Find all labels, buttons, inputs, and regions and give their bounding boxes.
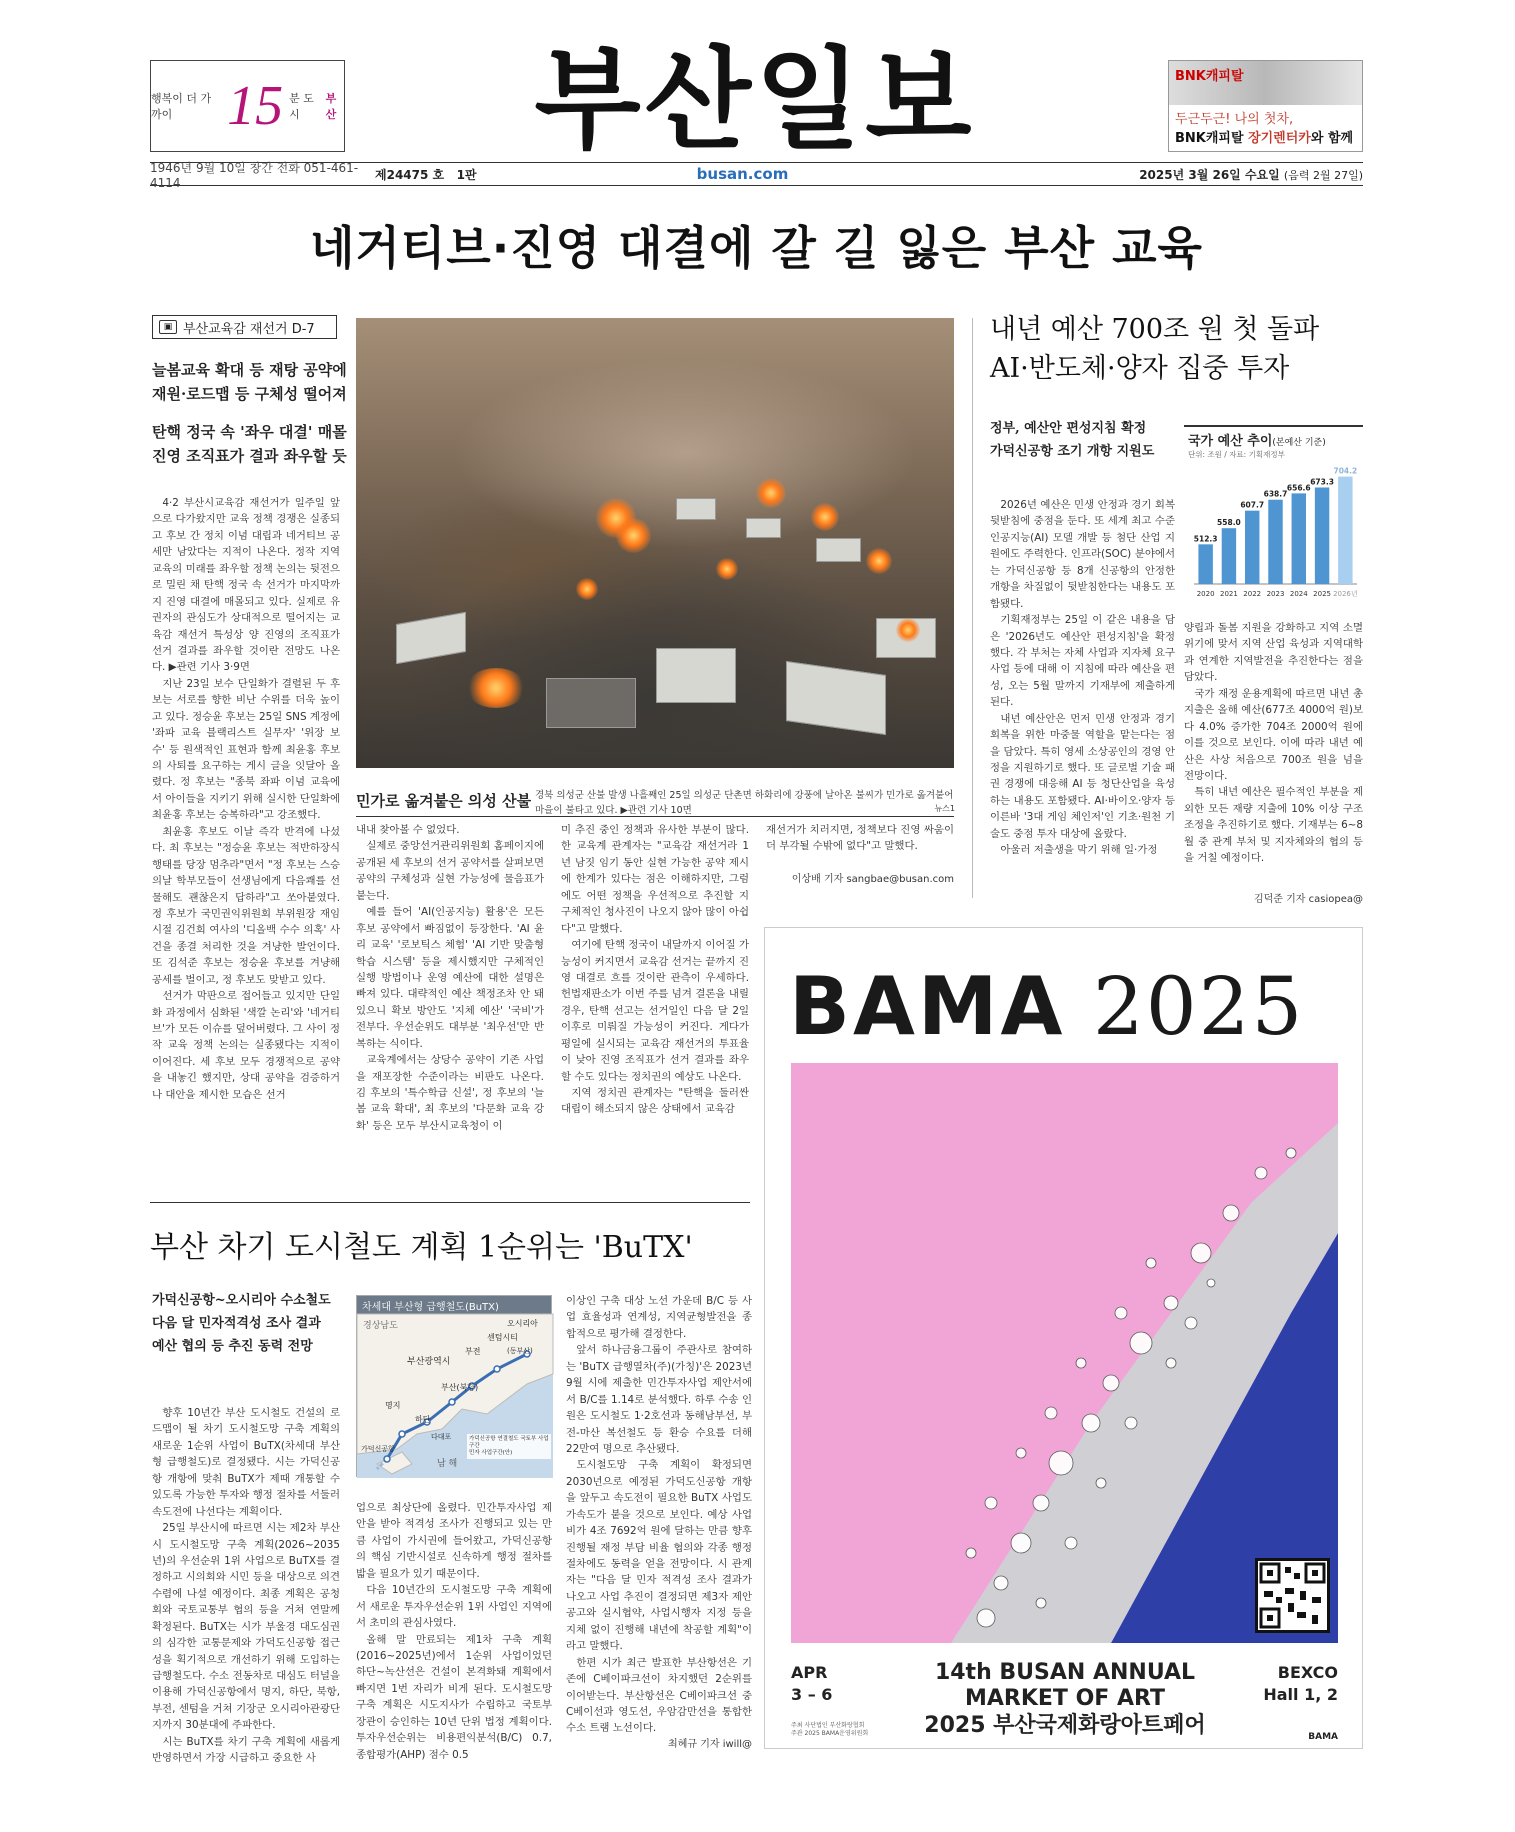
chart-data-label: 704.2	[1333, 466, 1358, 476]
chart-data-label: 673.3	[1310, 477, 1334, 487]
masthead-logo[interactable]: 부산일보	[534, 36, 976, 164]
photo-credit: 뉴스1	[934, 804, 955, 814]
map-label: 부산(북항)	[441, 1383, 479, 1392]
paragraph: 미 추진 중인 정책과 유사한 부분이 많다. 한 교육계 관계자는 "교육감 재선거라 1년 남짓 임기 동안 실현 가능한 공약 제시에 한계가 있다는 점은 이해하지만, 그럼에도 어떤 정책을 우선적으로 추진할 지 구체적인 청사진이 나오지 않아 많이 아쉽다"고 말했다.	[561, 824, 749, 935]
chart-tick-label: 2024	[1289, 590, 1308, 598]
budget-headline[interactable]: 내년 예산 700조 원 첫 돌파 AI·반도체·양자 집중 투자	[990, 314, 1320, 385]
chart-bar	[1222, 528, 1236, 584]
series-tag	[152, 315, 337, 339]
paragraph: 내년 예산안은 먼저 민생 안정과 경기 회복을 위한 마중물 역할을 맡는다는 점을 담았다. 특히 영세 소상공인의 경영 안정을 지원하기로 했다. 또 글로벌 기술 패권 경쟁에 대응해 AI 등 청단산업을 육성하는 내용도 포함됐다. AI·바이오·양자 등 이른바 '3대 게임 체인저'인 기초·원천 기술도 중점 투자 대상에 올랐다.	[990, 712, 1175, 840]
chart-bar	[1268, 500, 1282, 584]
map-label: 경상남도	[363, 1321, 398, 1331]
chart-unit: 단위: 조원 / 자료: 기획재정부	[1188, 450, 1285, 459]
issue-number: 제24475 호 1판	[375, 167, 477, 182]
edu-col-3	[561, 822, 749, 1190]
chart-tick-label: 2021	[1220, 590, 1238, 598]
chart-bar	[1198, 544, 1212, 584]
edu-col-2	[356, 822, 544, 1190]
photo-caption: 경북 의성군 산불 발생 나흘째인 25일 의성군 단촌면 하화리에 강풍에 날아온 불씨가 민가로 옮겨붙어 마을이 불타고 있다. ▶관련 기사 10면 뉴스1	[535, 790, 955, 817]
paragraph: 재선거가 치러지면, 정책보다 진영 싸움이 더 부각될 수밖에 없다"고 말했다.	[766, 824, 954, 853]
butx-route-map[interactable]	[356, 1295, 552, 1477]
promo-right-photo	[1169, 61, 1362, 105]
paragraph: 선거가 막판으로 접어들고 있지만 단일화 과정에서 심화된 '색깔 논리'와 '네거티브'가 모든 이슈를 덮어버렸다. 그 사이 정작 교육 정책 논의는 실종됐다는 지적이 이어진다. 세 후보 모두 경쟁적으로 공약을 내놓긴 했지만, 상대 공약을 검증하거나 대안을 제시한 모습은 선거	[152, 990, 340, 1101]
paragraph: 2026년 예산은 민생 안정과 경기 회복 뒷받침에 중점을 둔다. 또 세계 최고 수준 인공지능(AI) 모델 개발 등 첨단 산업 지원에도 주력한다. 인프라(SOC) 분야에서는 가덕신공항 등 8개 신공항의 안정한 개항을 차질없이 뒷받침한다는 내용도 포함됐다.	[990, 499, 1175, 610]
paragraph: 업으로 최상단에 올렸다. 민간투자사업 제안을 받아 적격성 조사가 진행되고 있는 만큼 사업이 가시권에 들어왔고, 가덕신공항의 핵심 기반시설로 신속하게 행정 절차를 밟을 필요가 있기 때문이다.	[356, 1502, 552, 1580]
chart-tick-label: 2026년	[1333, 590, 1358, 598]
ad-venue: BEXCO Hall 1, 2	[1263, 1663, 1338, 1705]
map-label: 센텀시티	[487, 1333, 518, 1342]
ad-fineprint: 주최 사단법인 부산화랑협회 주관 2025 BAMA운영위원회	[791, 1722, 869, 1737]
ad-mark: BAMA	[1308, 1732, 1338, 1742]
map-label: 하단	[415, 1415, 431, 1424]
promo-left-brand: 부산	[325, 92, 337, 121]
chart-plot	[1184, 457, 1363, 602]
chart-bar	[1315, 487, 1329, 584]
map-label: 명지	[385, 1401, 401, 1410]
paragraph: 내내 찾아볼 수 없었다.	[356, 824, 460, 836]
chart-data-label: 638.7	[1263, 489, 1288, 499]
qr-code-icon	[1258, 1561, 1327, 1630]
budget-col-1	[990, 497, 1175, 897]
site-link[interactable]: busan.com	[696, 165, 789, 183]
budget-col-2	[1184, 620, 1363, 890]
edu-subhead-1: 늘봄교육 확대 등 재탕 공약에 재원·로드맵 등 구체성 떨어져	[152, 361, 347, 403]
paragraph: 교육계에서는 상당수 공약이 기존 사업을 재포장한 수준이라는 비판도 나온다. 김 후보의 '특수학급 신설', 정 후보의 '늘봄 교육 확대', 최 후보의 '다문화 교육 강화' 등은 모두 부산시교육청이 이	[356, 1054, 544, 1132]
ad-dates: APR 3 – 6	[791, 1663, 833, 1705]
paragraph: 여기에 탄핵 정국이 내달까지 이어질 가능성이 커지면서 교육감 선거는 끝까지 진영 대결로 흐를 것이란 관측이 우세하다. 헌법재판소가 이번 주를 넘겨 결론을 내릴 경우, 탄핵 선고는 선거일인 다음 달 2일 이후로 미뤄질 가능성이 커진다. 게다가 평일에 실시되는 교육감 재선거의 투표율이 낮아 진영 조직표가 선거 결과를 좌우할 수도 있다는 정치권의 예상도 나온다.	[561, 939, 749, 1083]
edition: 1판	[456, 167, 477, 182]
map-title: 차세대 부산형 급행철도(BuTX)	[357, 1296, 551, 1314]
paragraph: 지역 정치권 관계자는 "탄핵을 둘러싼 대립이 해소되지 않은 상태에서 교육감	[561, 1087, 749, 1116]
established-info: 1946년 9월 10일 창간 전화 051-461-4114	[150, 160, 359, 190]
wildfire-photo[interactable]	[356, 318, 954, 768]
map-label: 다대포	[431, 1433, 452, 1441]
map-label: 부전	[465, 1347, 481, 1356]
edu-col-1	[152, 495, 340, 1190]
chart-tick-label: 2022	[1243, 590, 1262, 598]
chart-bar	[1292, 493, 1306, 584]
paragraph: 아울러 저출생을 막기 위해 일·가정	[1000, 844, 1158, 857]
info-bar	[150, 160, 1363, 190]
ad-artwork	[791, 1063, 1338, 1643]
paragraph: 국가 재정 운용계획에 따르면 내년 총지출은 올해 예산(677조 4000억 원)보다 4.0% 증가한 704조 2000억 원에 이를 것으로 보인다. 이에 따라 내년 예산은 사상 처음으로 700조 원을 넘을 전망이다.	[1184, 687, 1363, 782]
paragraph: 예를 들어 'AI(인공지능) 활용'은 모든 후보 공약에서 빠짐없이 등장한다. 'AI 윤리 교육' '로보틱스 체험' 'AI 기반 맞춤형 학습 시스템' 등을 제시했지만 구체적인 실행 방법이나 운영 예산에 대한 설명은 빠져 있다. 대략적인 예산 책정조차 안 돼 있으니 확보 방안도 '지체 예산' '국비'가 전부다. 우선순위도 대부분 '최우선'만 반복하는 식이다.	[356, 906, 544, 1050]
map-label: (동부산)	[507, 1347, 533, 1355]
promo-right-line2: BNK캐피탈 장기렌터카와 함께	[1175, 131, 1354, 146]
promo-left-line1: 행복이 더 가까이	[151, 92, 212, 121]
issue-date: 2025년 3월 26일 수요일 (음력 2월 27일)	[1139, 167, 1363, 182]
map-label: 남 해	[437, 1459, 458, 1469]
paragraph: 앞서 하나금융그룹이 주관사로 참여하는 'BuTX 급행열차(주)(가칭)'은 2023년 9월 시에 제출한 민간투자사업 제안서에서 B/C를 1.14로 분석했다. 하루 수송 인원은 도시철도 1·2호선과 동해남부선, 부전-마산 복선철도 등 환승 수요를 더해 22만여 명으로 추산됐다.	[566, 1344, 752, 1455]
bama-ad[interactable]	[764, 927, 1363, 1749]
map-label: 오시리아	[507, 1319, 538, 1328]
chart-bar	[1245, 511, 1259, 584]
budget-chart[interactable]	[1184, 425, 1363, 600]
chart-bar	[1338, 477, 1352, 584]
divider	[356, 816, 954, 817]
ballot-box-icon: ▣	[159, 320, 177, 334]
paragraph: 최윤홍 후보도 이날 즉각 반격에 나섰다. 최 후보는 "정승윤 후보는 적반하장식 행태를 당장 멈추라"면서 "정 후보는 스승의날 학부모들이 선생님에게 다음쾌를 선물해도 괜찮은지 답하라"고 쏘아붙였다. 정 후보가 국민권익위원회 부위원장 재임 시절 김건희 여사의 '디올백 수수 의혹' 사건을 종결 처리한 것을 겨냥한 발언이다. 또 김석준 후보는 정승윤 후보를 겨냥해 공세를 벌이고, 정 후보도 맞받고 있다.	[152, 825, 340, 986]
promo-right-line1: 두근두근! 나의 첫차,	[1175, 112, 1294, 127]
chart-data-label: 607.7	[1240, 500, 1265, 510]
divider	[972, 318, 973, 898]
edu-col-4	[766, 822, 954, 862]
photo-title: 민가로 옮겨붙은 의성 산불	[356, 792, 532, 810]
chart-tick-label: 2020	[1196, 590, 1215, 598]
budget-subhead: 정부, 예산안 편성지침 확정 가덕신공항 조기 개항 지원도	[990, 421, 1155, 459]
budget-byline[interactable]: 김덕준 기자 casiopea@	[1253, 894, 1363, 905]
rail-headline[interactable]: 부산 차기 도시철도 계획 1순위는 'BuTX'	[150, 1230, 693, 1265]
chart-tick-label: 2025	[1313, 590, 1331, 598]
rail-subhead: 가덕신공항~오시리아 수소철도 다음 달 민자적격성 조사 결과 예산 협의 등 추진 동력 전망	[152, 1293, 331, 1354]
chart-title: 국가 예산 추이(본예산 기준)	[1188, 434, 1326, 449]
promo-box-15min-city[interactable]	[150, 60, 345, 152]
paragraph: 한편 시가 최근 발표한 부산항선은 기존에 C베이파크선이 차지했던 2순위를 이어받는다. 부산항선은 C베이파크선 중 C베이선과 영도선, 우암감만선을 통합한 수소 트램 노선이다.	[566, 1656, 752, 1735]
ad-footer	[765, 1646, 1364, 1746]
edu-subhead-2: 탄핵 정국 속 '좌우 대결' 매몰 진영 조직표가 결과 좌우할 듯	[152, 423, 347, 465]
ad-event: 14th BUSAN ANNUAL MARKET OF ART 2025 부산국제화랑아트페어	[924, 1660, 1206, 1738]
map-legend: 가덕신공항 연결철도 국토부 사업구간 민자 사업구간(안)	[467, 1434, 551, 1459]
paragraph: 올해 말 만료되는 제1차 구축 계획(2016~2025년)에서 1순위 사업이었던 하단~녹산선은 건설이 본격화돼 계획에서 빠지면 1번 자리가 비게 된다. 도시철도망 구축 계획은 시도지사가 수립하고 국토부 장관이 승인하는 10년 단위 법정 계획이다. 투자우선순위는 비용편익분석(B/C) 0.7, 종합평가(AHP) 점수 0.5	[356, 1633, 552, 1761]
qr-code[interactable]	[1255, 1558, 1330, 1633]
paragraph: 25일 부산시에 따르면 시는 제2차 부산시 도시철도망 구축 계획(2026~2035년)의 우선순위 1위 사업으로 BuTX를 결정하고 시의회와 시민 등을 대상으로 의견 수렴에 나설 예정이다. 최종 계획은 공청회와 국토교통부 협의 등을 거쳐 연말께 확정된다. BuTX는 시가 부울경 대도심권의 심각한 교통문제와 가덕도신공항 접근성을 획기적으로 개선하기 위해 도입하는 급행철도다. 수소 전동차로 대심도 터널을 이용해 가덕신공항에서 명지, 하단, 북항, 부전, 센텀을 거쳐 기장군 오시리아관광단지까지 30분대에 주파한다.	[152, 1522, 340, 1732]
paragraph: 시는 BuTX를 차기 구축 계획에 새롭게 반영하면서 가장 시급하고 중요한 사	[152, 1735, 340, 1765]
paragraph: 기획재정부는 25일 이 같은 내용을 담은 '2026년도 예산안 편성지침'을 확정했다. 각 부처는 자체 사업과 지자체 요구 사업 등에 대해 이 지침에 따라 예산을 편성, 오는 5월 말까지 기재부에 제출하게 된다.	[990, 614, 1175, 709]
map-label: 가덕신공항	[361, 1445, 395, 1453]
paragraph: 다음 10년간의 도시철도망 구축 계획에서 새로운 투자우선순위 1위 사업인 지역에서 초미의 관심사였다.	[356, 1584, 552, 1630]
edu-byline[interactable]: 이상배 기자 sangbae@busan.com	[791, 874, 954, 885]
paragraph: 특히 내년 예산은 필수적인 부분을 제외한 모든 재량 지출에 10% 이상 구조조정을 추진하기로 했다. 기재부는 6~8월 중 관계 부처 및 지자체와의 협의 등을 거칠 예정이다.	[1184, 786, 1363, 865]
promo-box-bnk-capital[interactable]	[1168, 60, 1363, 152]
ad-title: BAMA 2025	[789, 960, 1305, 1053]
rail-byline[interactable]: 최혜규 기자 iwill@	[668, 1739, 752, 1750]
paragraph: 향후 10년간 부산 도시철도 건설의 로드맵이 될 차기 도시철도망 구축 계획의 새로운 1순위 사업이 BuTX(차세대 부산형 급행철도)로 결정됐다. 시는 가덕신공항 개항에 맞춰 BuTX가 제때 개통할 수 있도록 가능한 투자와 행정 절차를 서둘러 속도전에 나선다는 계획이다.	[152, 1407, 340, 1518]
promo-right-brand: BNK캐피탈	[1175, 69, 1244, 84]
promo-left-line2: 분 도시	[289, 92, 314, 121]
chart-tick-label: 2023	[1266, 590, 1285, 598]
chart-data-label: 558.0	[1217, 518, 1241, 528]
series-tag-label: 부산교육감 재선거 D-7	[183, 321, 315, 337]
main-headline[interactable]: 네거티브·진영 대결에 갈 길 잃은 부산 교육	[310, 221, 1203, 275]
paragraph: 양립과 돌봄 지원을 강화하고 지역 소멸 위기에 맞서 지역 산업 육성과 지역대학과 연계한 지역발전을 추진한다는 점을 담았다.	[1184, 622, 1363, 684]
paragraph: 지난 23일 보수 단일화가 결렬된 두 후보는 서로를 향한 비난 수위를 더욱 높이고 있다. 정승윤 후보는 25일 SNS 계정에 '좌파 교육 블랙리스트 실무자' '위장 보수' 등 원색적인 표현과 함께 최윤홍 후보의 사퇴를 요구하는 게시 글을 잇달아 올렸다. 정 후보는 "종북 좌파 이념 교육에서 아이들을 지키기 위해 실시한 단일화에 최윤홍 후보는 승복하라"고 강조했다.	[152, 677, 340, 822]
map-label: 부산광역시	[407, 1357, 451, 1367]
paragraph: 4·2 부산시교육감 재선거가 일주일 앞으로 다가왔지만 교육 정책 경쟁은 실종되고 후보 간 정치 이념 대립과 네거티브 공세만 남았다는 지적이 나온다. 정작 지역 교육의 미래를 좌우할 정책 논의는 뒷전으로 밀린 채 탄핵 정국 속 선거가 마지막까지 진영 대결에 매몰되고 있다. 실제로 유권자의 관심도가 상대적으로 떨어지는 교육감 재선거 특성상 양 진영의 조직표가 선거 결과를 좌우할 것이란 전망도 나온다. ▶관련 기사 3·9면	[152, 497, 340, 674]
divider	[150, 1202, 750, 1203]
chart-data-label: 656.6	[1286, 483, 1311, 493]
rail-col-2	[356, 1500, 552, 1761]
paragraph: 도시철도망 구축 계획이 확정되면 2030년으로 예정된 가덕도신공항 개항을 앞두고 속도전이 필요한 BuTX 사업도 가속도가 붙을 것으로 보인다. 예상 사업비가 4조 7692억 원에 달하는 만큼 향후 진행될 재정 부담 비율 협의와 각종 행정 절차에도 동력을 얻을 전망이다. 시 관계자는 "다음 달 민자 적격성 조사 결과가 나오고 사업 추진이 결정되면 제3자 제안 공고와 실시협약, 사업시행자 지정 등을 지체 없이 진행해 내년에 착공할 계획"이라고 말했다.	[566, 1459, 752, 1653]
paragraph: 이상인 구축 대상 노선 가운데 B/C 등 사업 효율성과 연계성, 지역균형발전을 종합적으로 평가해 결정한다.	[566, 1295, 752, 1340]
paragraph: 실제로 중앙선거관리위원회 홈페이지에 공개된 세 후보의 선거 공약서를 살펴보면 공약의 구체성과 실현 가능성에 물음표가 붙는다.	[356, 840, 544, 902]
promo-left-15: 15	[227, 75, 284, 137]
rail-col-3	[566, 1293, 752, 1733]
rail-col-1	[152, 1405, 340, 1765]
chart-data-label: 512.3	[1193, 534, 1218, 544]
